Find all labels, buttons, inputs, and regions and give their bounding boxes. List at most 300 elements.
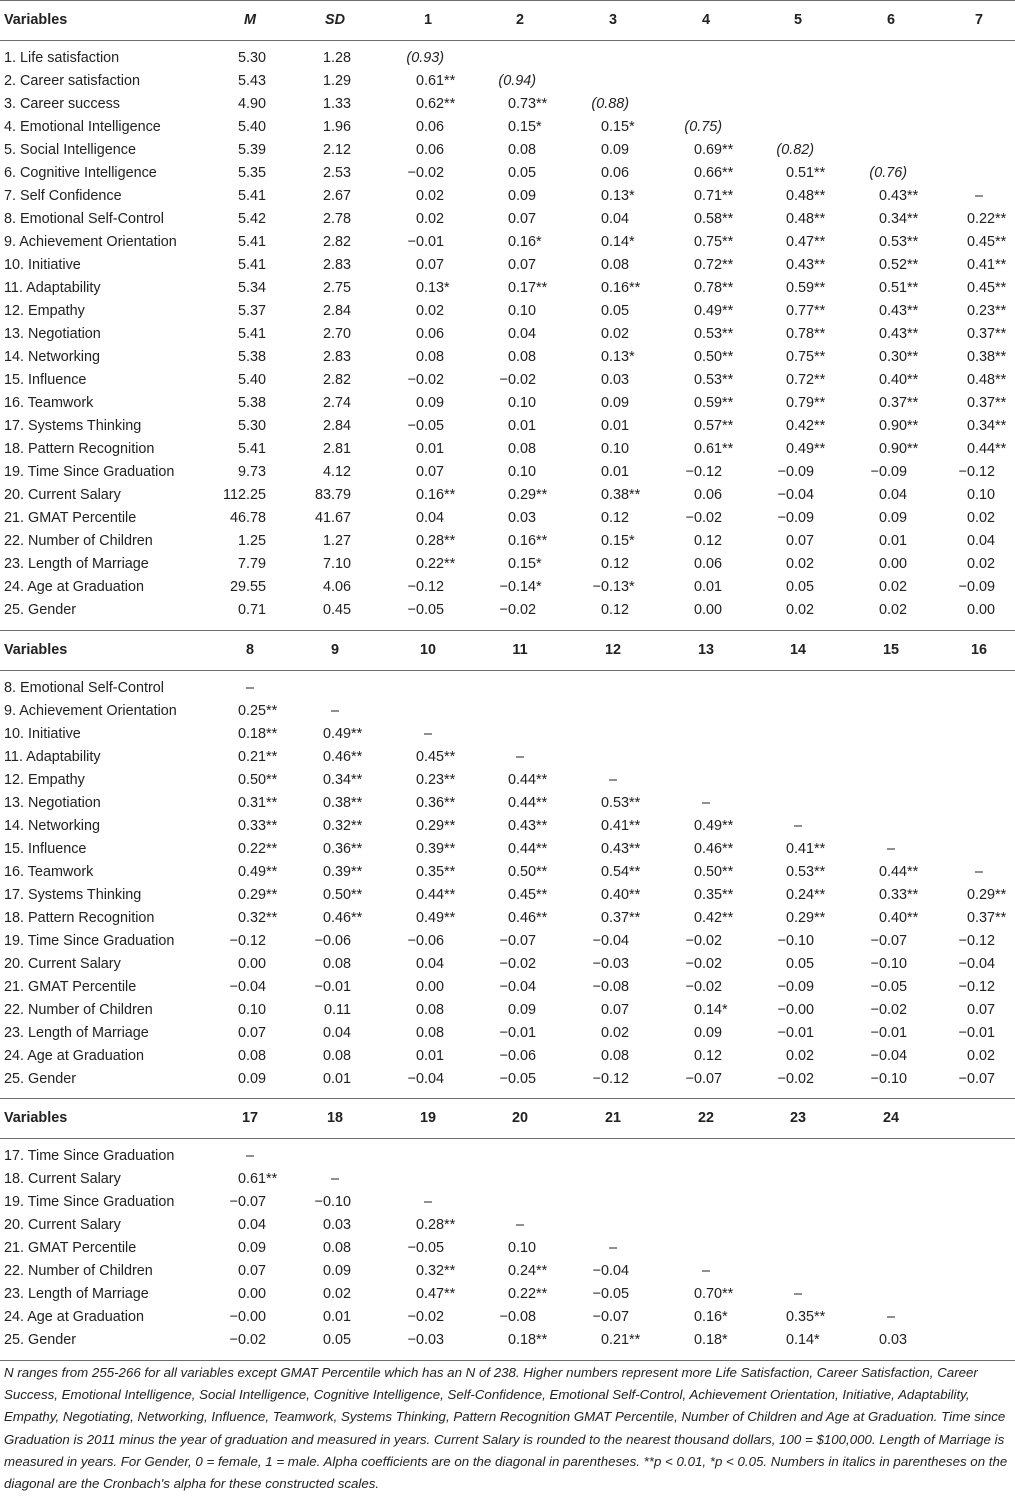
variable-label: 10. Initiative <box>4 726 81 742</box>
variable-label: 24. Age at Graduation <box>4 579 145 595</box>
cell-value: 0.09 <box>322 1263 351 1279</box>
cell-value: 2.83 <box>322 257 351 273</box>
cell-value: 0.48 <box>966 372 995 388</box>
cell-value: 0.06 <box>415 326 444 342</box>
significance-stars: ** <box>351 818 363 834</box>
table-cell <box>202 841 282 857</box>
column-header: 10 <box>419 642 436 658</box>
diagonal-alpha <box>380 50 460 66</box>
table-cell <box>472 326 552 342</box>
column-header-variables: Variables <box>4 12 68 28</box>
cell-value: −0.12 <box>592 1071 629 1087</box>
cell-value: 0.40 <box>878 372 907 388</box>
cell-value: 0.57 <box>693 418 722 434</box>
table-cell <box>565 887 645 903</box>
column-header: 18 <box>326 1110 343 1126</box>
table-cell <box>287 510 367 526</box>
table-cell <box>472 1332 552 1348</box>
table-row <box>0 1329 1015 1352</box>
table-cell <box>287 1263 367 1279</box>
cell-value: 0.33 <box>237 818 266 834</box>
cell-value: 112.25 <box>223 487 266 503</box>
cell-value: 5.40 <box>237 119 266 135</box>
table-cell <box>380 1263 460 1279</box>
cell-value: 0.49 <box>693 818 722 834</box>
cell-value: 0.42 <box>693 910 722 926</box>
table-cell <box>287 418 367 434</box>
table-cell <box>565 979 645 995</box>
column-header: 9 <box>330 642 339 658</box>
cell-value: 1.96 <box>322 119 351 135</box>
significance-stars: ** <box>444 1217 456 1233</box>
cell-value: −0.05 <box>592 1286 629 1302</box>
cell-value: −0.10 <box>314 1194 351 1210</box>
variable-label: 19. Time Since Graduation <box>4 933 175 949</box>
cell-value: −0.04 <box>592 1263 629 1279</box>
cell-value: 0.49 <box>693 303 722 319</box>
cell-value: 0.08 <box>322 956 351 972</box>
cell-value: 0.41 <box>785 841 814 857</box>
cell-value: 0.03 <box>878 1332 907 1348</box>
table-cell <box>380 188 460 204</box>
table-row <box>0 1045 1015 1068</box>
cell-value: 0.46 <box>322 910 351 926</box>
table-cell <box>472 418 552 434</box>
cell-value: 0.15 <box>507 556 536 572</box>
cell-value: 0.34 <box>966 418 995 434</box>
cell-value: −0.07 <box>685 1071 722 1087</box>
cell-value: 0.12 <box>693 533 722 549</box>
variable-label: 12. Empathy <box>4 303 85 319</box>
table-cell <box>565 795 645 811</box>
cell-value: 0.05 <box>600 303 629 319</box>
table-row <box>0 415 1015 438</box>
cell-value: 2.12 <box>322 142 351 158</box>
table-row <box>0 1191 1015 1214</box>
cell-value: 0.22 <box>237 841 266 857</box>
table-cell <box>750 280 830 296</box>
cell-value: 0.12 <box>693 1048 722 1064</box>
cell-value: 0.02 <box>600 326 629 342</box>
table-cell <box>287 280 367 296</box>
cell-value: 0.09 <box>693 1025 722 1041</box>
table-cell <box>287 933 367 949</box>
table-cell <box>202 979 282 995</box>
table-cell <box>565 1332 645 1348</box>
variable-label: 19. Time Since Graduation <box>4 1194 175 1210</box>
significance-stars: ** <box>629 887 641 903</box>
table-cell <box>202 933 282 949</box>
column-header: 17 <box>241 1110 258 1126</box>
cell-value: 0.59 <box>693 395 722 411</box>
table-row <box>0 116 1015 139</box>
cell-value: 0.17 <box>507 280 536 296</box>
cell-value: 0.50 <box>237 772 266 788</box>
significance-stars: ** <box>814 1309 826 1325</box>
cell-value: 0.02 <box>966 1048 995 1064</box>
table-cell <box>287 726 367 742</box>
cell-value: 0.28 <box>415 1217 444 1233</box>
table-cell <box>202 1171 282 1187</box>
table-cell <box>931 441 1011 457</box>
table-row <box>0 861 1015 884</box>
table-cell <box>287 73 367 89</box>
variable-label: 6. Cognitive Intelligence <box>4 165 157 181</box>
table-cell <box>287 956 367 972</box>
table-cell <box>472 818 552 834</box>
table-cell <box>287 979 367 995</box>
table-cell: – <box>886 1309 895 1325</box>
variable-label: 4. Emotional Intelligence <box>4 119 161 135</box>
table-cell <box>750 841 830 857</box>
column-header: 16 <box>970 642 987 658</box>
table-cell <box>750 303 830 319</box>
table-cell <box>472 1048 552 1064</box>
cell-value: 0.79 <box>785 395 814 411</box>
table-cell <box>472 841 552 857</box>
table-cell <box>380 533 460 549</box>
table-cell <box>565 372 645 388</box>
significance-stars: ** <box>536 841 548 857</box>
cell-value: 0.16 <box>507 533 536 549</box>
table-cell <box>202 726 282 742</box>
cell-value: 0.49 <box>237 864 266 880</box>
table-cell <box>287 50 367 66</box>
table-cell: – <box>886 841 895 857</box>
table-cell <box>202 73 282 89</box>
cell-value: −0.14 <box>499 579 536 595</box>
significance-stars: ** <box>351 841 363 857</box>
significance-stars: ** <box>814 395 826 411</box>
table-cell <box>380 441 460 457</box>
table-cell <box>658 533 738 549</box>
table-row <box>0 1145 1015 1168</box>
significance-stars: ** <box>722 234 734 250</box>
significance-stars: ** <box>722 395 734 411</box>
significance-stars: ** <box>722 303 734 319</box>
cell-value: 0.53 <box>693 326 722 342</box>
table-cell <box>658 234 738 250</box>
table-cell <box>931 464 1011 480</box>
table-cell <box>565 556 645 572</box>
table-cell <box>472 579 552 595</box>
cell-value: 5.37 <box>237 303 266 319</box>
table-cell <box>287 349 367 365</box>
table-cell <box>287 395 367 411</box>
cell-value: 0.02 <box>415 188 444 204</box>
table-row <box>0 953 1015 976</box>
significance-stars: ** <box>907 211 919 227</box>
table-cell <box>750 349 830 365</box>
cell-value: 0.53 <box>878 234 907 250</box>
table-cell <box>565 326 645 342</box>
cell-value: 0.90 <box>878 418 907 434</box>
cell-value: 83.79 <box>314 487 351 503</box>
table-cell <box>843 602 923 618</box>
table-cell <box>565 1263 645 1279</box>
cell-value: −0.02 <box>407 165 444 181</box>
table-cell <box>380 1309 460 1325</box>
table-cell <box>287 211 367 227</box>
table-cell <box>472 956 552 972</box>
cell-value: 0.06 <box>693 487 722 503</box>
table-cell <box>380 979 460 995</box>
column-header: 15 <box>882 642 899 658</box>
table-cell <box>565 441 645 457</box>
significance-stars: * <box>536 234 542 250</box>
table-cell <box>658 418 738 434</box>
table-cell <box>202 795 282 811</box>
table-cell <box>931 602 1011 618</box>
cell-value: 0.08 <box>507 349 536 365</box>
table-cell <box>287 487 367 503</box>
cell-value: 0.14 <box>600 234 629 250</box>
cell-value: −0.07 <box>229 1194 266 1210</box>
significance-stars: ** <box>536 772 548 788</box>
cell-value: 0.02 <box>878 579 907 595</box>
table-cell <box>472 1025 552 1041</box>
table-cell <box>565 818 645 834</box>
cell-value: −0.00 <box>229 1309 266 1325</box>
cell-value: 0.03 <box>507 510 536 526</box>
table-cell <box>565 395 645 411</box>
significance-stars: ** <box>814 887 826 903</box>
significance-stars: ** <box>814 188 826 204</box>
significance-stars: * <box>629 119 635 135</box>
table-cell <box>658 372 738 388</box>
variable-label: 18. Pattern Recognition <box>4 910 155 926</box>
column-header: 2 <box>515 12 524 28</box>
table-cell <box>658 556 738 572</box>
cell-value: 0.22 <box>415 556 444 572</box>
table-row <box>0 231 1015 254</box>
table-cell <box>843 979 923 995</box>
significance-stars: ** <box>536 1332 548 1348</box>
cell-value: 0.18 <box>507 1332 536 1348</box>
table-cell <box>658 188 738 204</box>
significance-stars: ** <box>536 864 548 880</box>
variable-label: 21. GMAT Percentile <box>4 979 137 995</box>
table-cell <box>472 119 552 135</box>
table-cell <box>750 1025 830 1041</box>
table-cell <box>931 933 1011 949</box>
cell-value: (0.88) <box>591 96 629 112</box>
cell-value: −0.12 <box>685 464 722 480</box>
table-cell <box>931 257 1011 273</box>
cell-value: 0.06 <box>415 119 444 135</box>
significance-stars: ** <box>814 280 826 296</box>
table-cell <box>565 910 645 926</box>
cell-value: 0.40 <box>600 887 629 903</box>
diagonal-alpha <box>750 142 830 158</box>
significance-stars: ** <box>629 487 641 503</box>
cell-value: 0.46 <box>322 749 351 765</box>
diagonal-alpha <box>565 96 645 112</box>
cell-value: 0.04 <box>415 510 444 526</box>
table-cell <box>565 1309 645 1325</box>
cell-value: 0.37 <box>966 326 995 342</box>
cell-value: 0.02 <box>878 602 907 618</box>
significance-stars: ** <box>444 864 456 880</box>
table-cell <box>202 487 282 503</box>
table-header-row <box>0 630 1015 671</box>
table-row <box>0 300 1015 323</box>
cell-value: 0.44 <box>415 887 444 903</box>
cell-value: 0.24 <box>785 887 814 903</box>
table-cell <box>380 142 460 158</box>
table-cell <box>843 326 923 342</box>
cell-value: 1.28 <box>322 50 351 66</box>
cell-value: 5.30 <box>237 418 266 434</box>
cell-value: 0.03 <box>600 372 629 388</box>
cell-value: 46.78 <box>229 510 266 526</box>
significance-stars: ** <box>351 726 363 742</box>
table-cell <box>565 841 645 857</box>
cell-value: −0.04 <box>870 1048 907 1064</box>
cell-value: 0.10 <box>507 303 536 319</box>
column-header: 24 <box>882 1110 899 1126</box>
significance-stars: ** <box>351 749 363 765</box>
variable-label: 16. Teamwork <box>4 395 94 411</box>
table-cell <box>202 510 282 526</box>
table-cell <box>202 326 282 342</box>
table-cell: – <box>793 1286 802 1302</box>
variable-label: 16. Teamwork <box>4 864 94 880</box>
table-cell <box>287 119 367 135</box>
cell-value: 0.51 <box>878 280 907 296</box>
significance-stars: * <box>722 1002 728 1018</box>
table-cell <box>658 602 738 618</box>
table-cell <box>750 1309 830 1325</box>
table-cell <box>287 749 367 765</box>
table-cell <box>380 772 460 788</box>
table-cell <box>202 1309 282 1325</box>
cell-value: 0.22 <box>507 1286 536 1302</box>
table-row <box>0 162 1015 185</box>
cell-value: 0.31 <box>237 795 266 811</box>
table-cell <box>380 326 460 342</box>
significance-stars: ** <box>351 910 363 926</box>
cell-value: −0.04 <box>958 956 995 972</box>
table-cell <box>658 1002 738 1018</box>
table-cell: – <box>701 795 710 811</box>
table-cell <box>380 211 460 227</box>
cell-value: −0.05 <box>407 602 444 618</box>
cell-value: 0.35 <box>785 1309 814 1325</box>
cell-value: 0.09 <box>237 1071 266 1087</box>
column-header: 21 <box>604 1110 621 1126</box>
cell-value: 0.21 <box>600 1332 629 1348</box>
cell-value: 0.50 <box>322 887 351 903</box>
significance-stars: ** <box>444 887 456 903</box>
table-row <box>0 1237 1015 1260</box>
table-cell <box>380 1217 460 1233</box>
significance-stars: ** <box>351 772 363 788</box>
significance-stars: ** <box>536 280 548 296</box>
cell-value: 0.29 <box>237 887 266 903</box>
table-cell <box>380 372 460 388</box>
table-cell <box>658 910 738 926</box>
cell-value: −0.02 <box>685 979 722 995</box>
significance-stars: ** <box>907 441 919 457</box>
cell-value: 0.16 <box>600 280 629 296</box>
table-cell <box>380 818 460 834</box>
column-header: 11 <box>512 642 528 658</box>
significance-stars: ** <box>351 887 363 903</box>
cell-value: 0.34 <box>878 211 907 227</box>
table-cell <box>750 579 830 595</box>
variable-label: 8. Emotional Self-Control <box>4 211 164 227</box>
variable-label: 25. Gender <box>4 1332 77 1348</box>
cell-value: 0.37 <box>966 910 995 926</box>
significance-stars: ** <box>722 910 734 926</box>
table-cell <box>931 211 1011 227</box>
significance-stars: ** <box>995 395 1007 411</box>
cell-value: 0.04 <box>966 533 995 549</box>
significance-stars: ** <box>536 533 548 549</box>
significance-stars: ** <box>907 887 919 903</box>
cell-value: 0.30 <box>878 349 907 365</box>
table-cell <box>287 441 367 457</box>
cell-value: 2.83 <box>322 349 351 365</box>
significance-stars: ** <box>444 772 456 788</box>
cell-value: 0.23 <box>415 772 444 788</box>
significance-stars: ** <box>814 841 826 857</box>
cell-value: −0.02 <box>685 510 722 526</box>
cell-value: 0.12 <box>600 510 629 526</box>
table-cell <box>287 1071 367 1087</box>
table-cell <box>843 211 923 227</box>
table-cell <box>287 795 367 811</box>
table-cell: – <box>423 1194 432 1210</box>
table-cell <box>472 211 552 227</box>
cell-value: 0.44 <box>507 841 536 857</box>
variable-label: 13. Negotiation <box>4 795 101 811</box>
table-cell <box>843 1048 923 1064</box>
cell-value: 0.77 <box>785 303 814 319</box>
variable-label: 11. Adaptability <box>4 749 101 765</box>
table-cell <box>565 602 645 618</box>
cell-value: 5.39 <box>237 142 266 158</box>
table-cell <box>202 188 282 204</box>
cell-value: −0.06 <box>407 933 444 949</box>
variable-label: 14. Networking <box>4 349 100 365</box>
column-header: 22 <box>697 1110 714 1126</box>
table-cell <box>472 1263 552 1279</box>
table-cell <box>750 188 830 204</box>
cell-value: 0.02 <box>966 510 995 526</box>
column-header: 7 <box>974 12 983 28</box>
table-cell <box>750 441 830 457</box>
table-row <box>0 1260 1015 1283</box>
cell-value: 0.53 <box>600 795 629 811</box>
cell-value: 2.78 <box>322 211 351 227</box>
table-cell <box>472 96 552 112</box>
table-row <box>0 815 1015 838</box>
table-cell <box>287 579 367 595</box>
cell-value: 0.09 <box>507 188 536 204</box>
table-row <box>0 1283 1015 1306</box>
table-cell <box>380 1286 460 1302</box>
table-cell <box>658 1025 738 1041</box>
cell-value: 5.30 <box>237 50 266 66</box>
cell-value: 0.46 <box>693 841 722 857</box>
significance-stars: ** <box>814 910 826 926</box>
table-cell <box>843 395 923 411</box>
variable-label: 23. Length of Marriage <box>4 1025 149 1041</box>
cell-value: 0.07 <box>507 257 536 273</box>
table-cell <box>472 441 552 457</box>
